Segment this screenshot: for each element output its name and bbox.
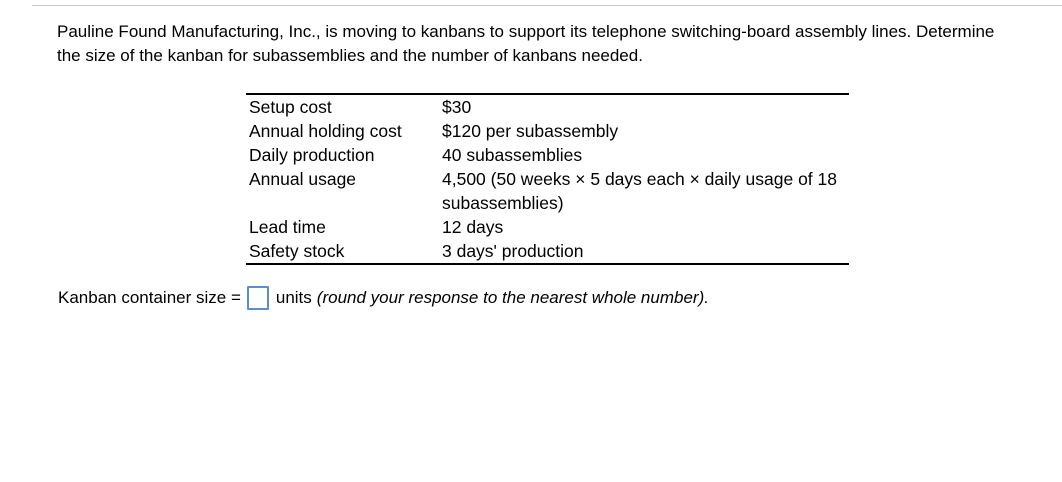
row-value-annual-holding-cost: $120 per subassembly	[442, 121, 619, 141]
top-divider	[32, 5, 1062, 6]
kanban-container-size-label: Kanban container size =	[58, 288, 241, 307]
table-row	[246, 239, 849, 264]
table-row	[246, 215, 849, 239]
row-value-annual-usage: 4,500 (50 weeks × 5 days each × daily usage of 18 subassemblies)	[442, 169, 837, 213]
row-label-setup-cost: Setup cost	[249, 97, 332, 117]
rounding-hint: (round your response to the nearest whole number).	[316, 288, 709, 307]
row-value-safety-stock: 3 days' production	[442, 241, 584, 261]
problem-statement: Pauline Found Manufacturing, Inc., is moving to kanbans to support its telephone switching-board assembly lines. Determine the size of the kanban for subassemblies and the number of kanbans needed.	[57, 22, 995, 65]
table-row	[246, 167, 849, 215]
kanban-container-size-input[interactable]	[247, 286, 269, 310]
row-label-safety-stock: Safety stock	[249, 241, 345, 261]
row-label-annual-usage: Annual usage	[249, 169, 357, 189]
row-label-annual-holding-cost: Annual holding cost	[249, 121, 402, 141]
row-value-daily-production: 40 subassemblies	[442, 145, 583, 165]
table-row	[246, 94, 849, 119]
row-value-setup-cost: $30	[442, 97, 472, 117]
table-row	[246, 119, 849, 143]
table-row	[246, 143, 849, 167]
row-value-lead-time: 12 days	[442, 217, 504, 237]
units-label: units	[275, 288, 312, 307]
row-label-lead-time: Lead time	[249, 217, 326, 237]
answer-row	[58, 285, 709, 311]
given-data-table	[246, 93, 849, 265]
row-label-daily-production: Daily production	[249, 145, 375, 165]
